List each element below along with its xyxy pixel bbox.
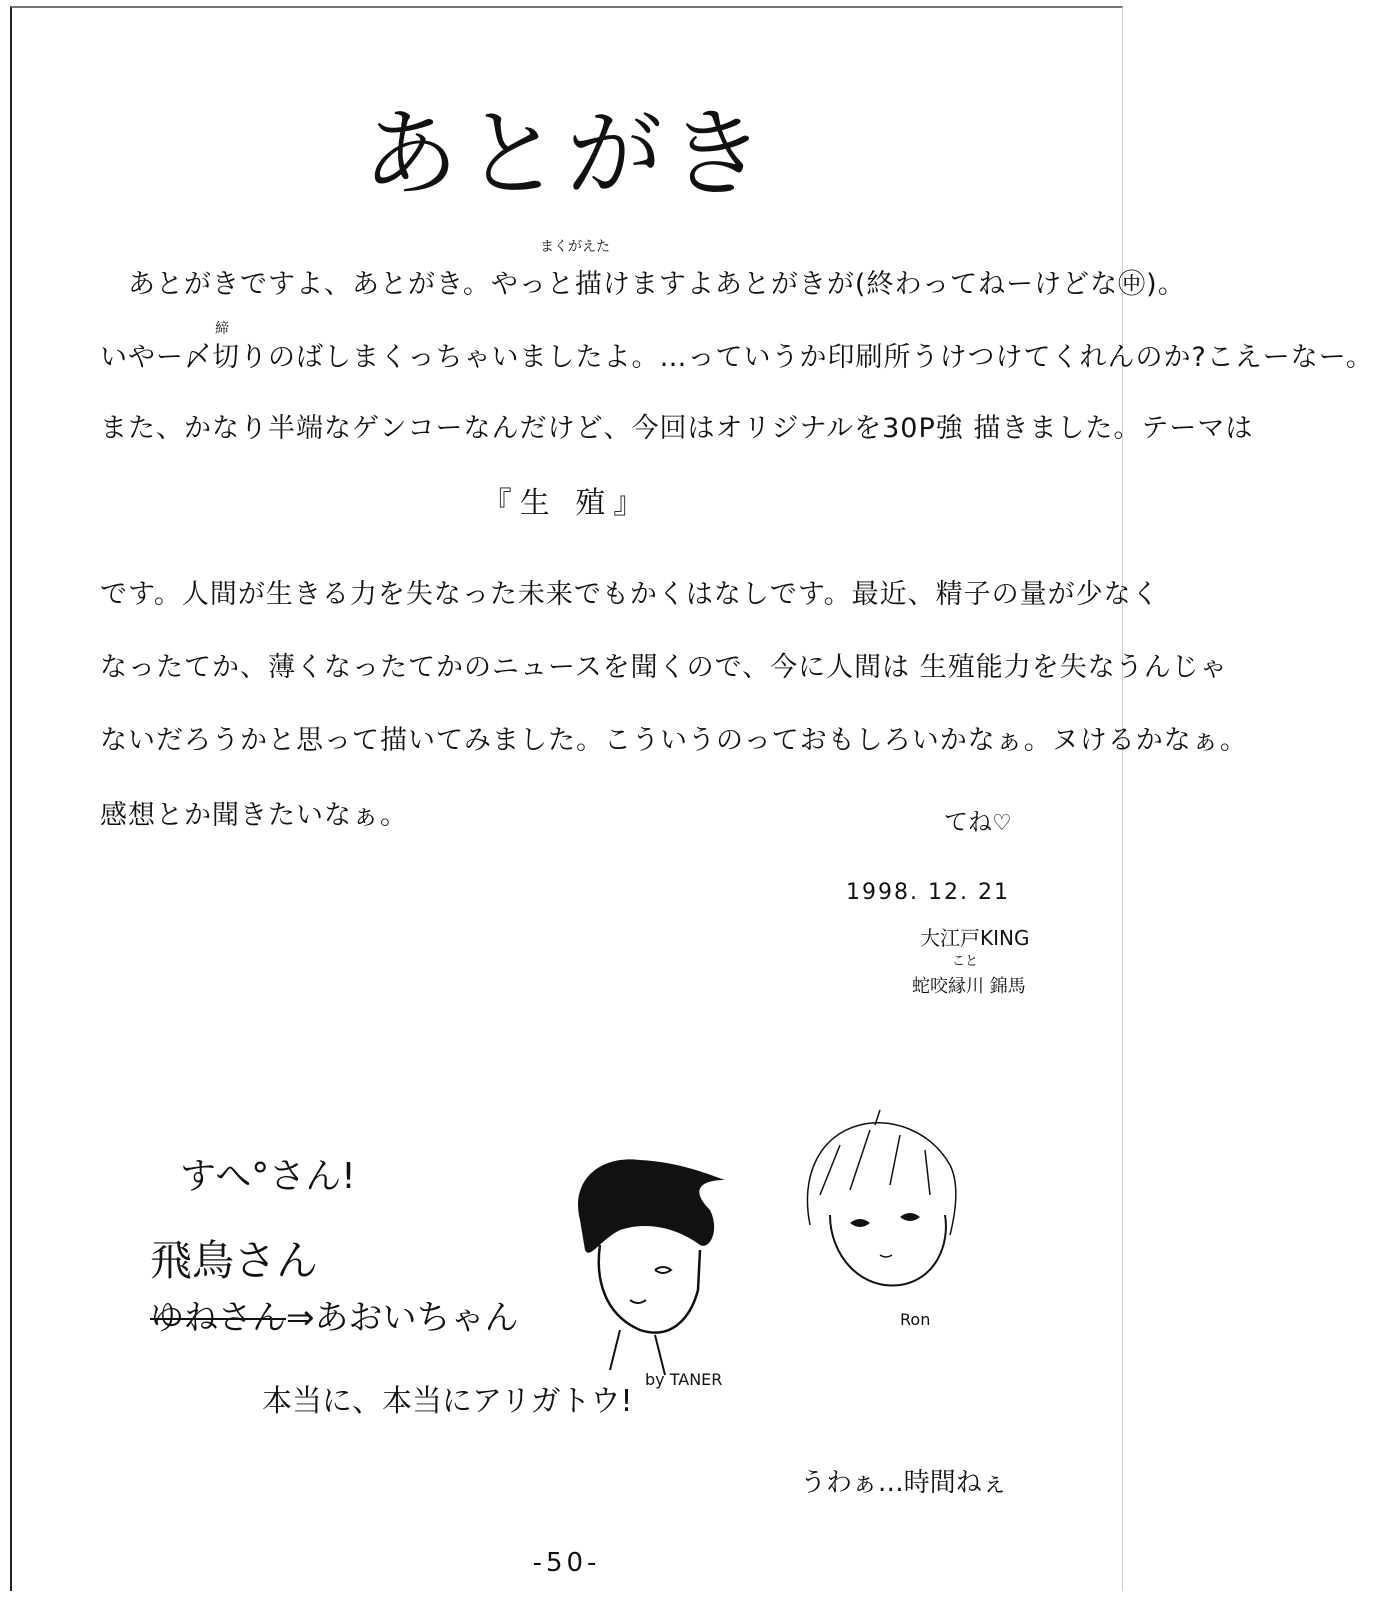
body-line-1: あとがきですよ、あとがき。やっと描けますよあとがきが(終わってねーけどな㊥)。 [128, 269, 1186, 300]
boy-mouth [630, 1300, 646, 1303]
closing-text [944, 802, 1012, 837]
signature-note: こと [952, 954, 979, 969]
girl-eye-right [900, 1213, 920, 1221]
theme-text: 『生 殖』 [481, 486, 652, 521]
boy-sketch-illustration [560, 1150, 740, 1390]
thanks-line-1: すへ°さん! [180, 1156, 356, 1197]
body-line-6: ないだろうかと思って描いてみました。こういうのっておもしろいかなぁ。ヌけるかなぁ。 [100, 725, 1248, 756]
struck-name: ゆねさん [150, 1298, 286, 1338]
body-line-4: です。人間が生きる力を失なった未来でもかくはなしです。最近、精子の量が少なく [100, 579, 1160, 610]
boy-eye [655, 1267, 671, 1273]
page-title: あとがき [362, 98, 771, 210]
girl-face [830, 1215, 946, 1285]
body-line-3: また、かなり半端なゲンコーなんだけど、今回はオリジナルを30P強 描きました。テーマは [100, 413, 1254, 444]
thanks-line-3 [150, 1290, 519, 1339]
girl-mouth [880, 1255, 892, 1257]
body-line-2: いやー〆切りのばしまくっちゃいましたよ。…っていうか印刷所うけつけてくれんのか?こえーなー。 [100, 342, 1374, 373]
body-line-7: 感想とか聞きたいなぁ。 [100, 800, 408, 831]
sketch-credit-left: by TANER [645, 1370, 723, 1389]
page-number: -50- [532, 1548, 601, 1578]
arrow-text: ⇒あおいちゃん [286, 1298, 519, 1338]
boy-face [599, 1245, 700, 1333]
date-text: 1998. 12. 21 [846, 880, 1010, 905]
ruby-annotation: まくがえた [540, 239, 610, 255]
boy-hair [578, 1159, 725, 1252]
footer-note: うわぁ…時間ねぇ [800, 1468, 1008, 1498]
sketch-credit-right: Ron [900, 1310, 931, 1329]
thanks-line-2: 飛鳥さん [150, 1236, 319, 1285]
signature-alias: 蛇咬縁川 錦馬 [912, 976, 1026, 997]
closing-label: てね [944, 808, 992, 836]
thanks-line-4: 本当に、本当にアリガトウ! [262, 1384, 633, 1419]
girl-sketch-illustration [780, 1105, 970, 1305]
ruby-annotation-2: 締 [215, 321, 229, 337]
signature-name: 大江戸KING [920, 926, 1030, 950]
girl-eye-left [850, 1219, 870, 1227]
heart-icon: ♡ [992, 811, 1012, 836]
body-line-5: なったてか、薄くなったてかのニュースを聞くので、今に人間は 生殖能力を失なうんじゃ [100, 652, 1228, 683]
boy-neck [610, 1330, 665, 1375]
